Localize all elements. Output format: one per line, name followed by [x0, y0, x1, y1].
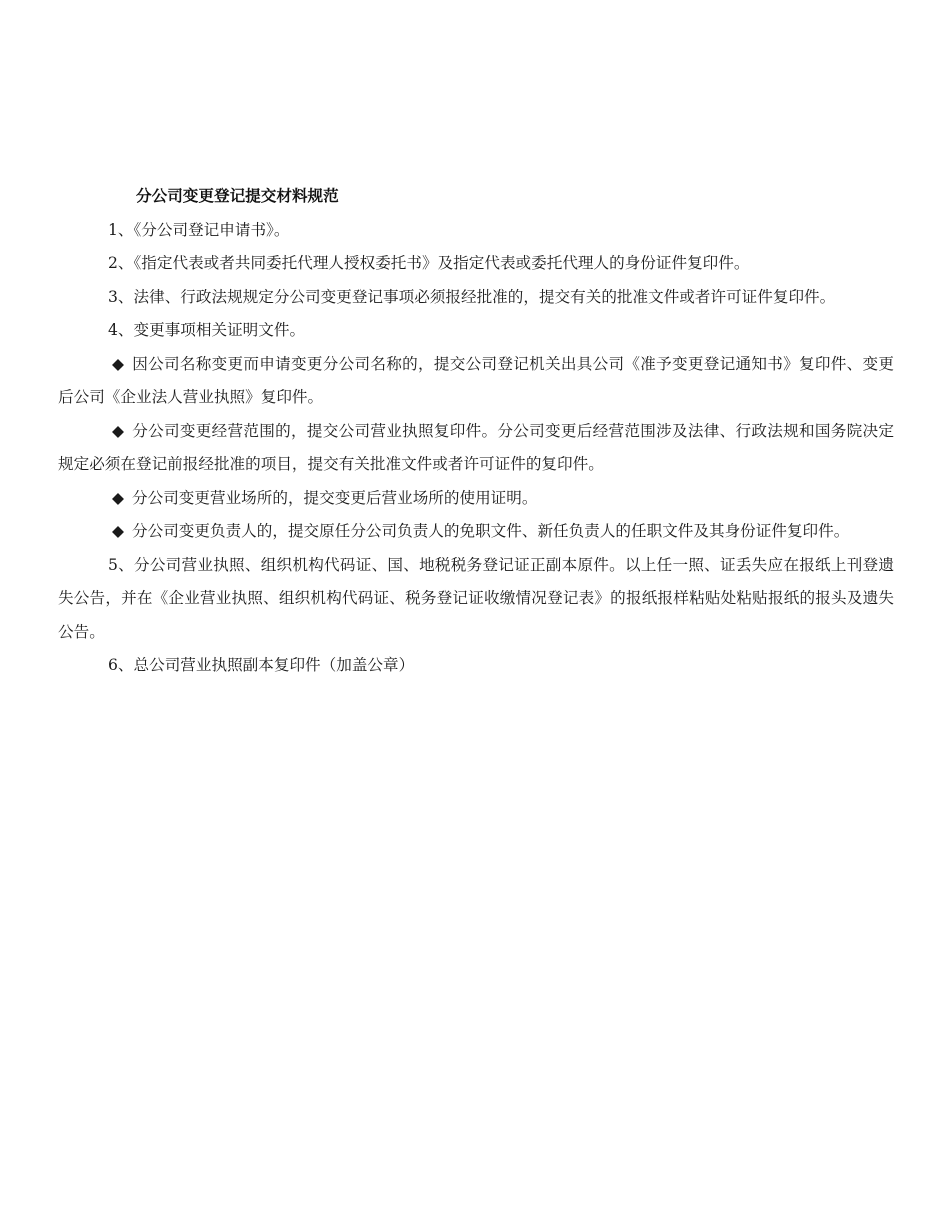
bullet-item-premises-change — [58, 482, 894, 516]
diamond-bullet-icon: ◆ — [112, 421, 125, 440]
bullet-text: 分公司变更营业场所的，提交变更后营业场所的使用证明。 — [132, 488, 538, 507]
document-title: 分公司变更登记提交材料规范 — [136, 187, 339, 205]
item-3: 3、法律、行政法规规定分公司变更登记事项必须报经批准的，提交有关的批准文件或者许可证件复印件。 — [108, 287, 836, 306]
bullet-text: 分公司变更经营范围的，提交公司营业执照复印件。分公司变更后经营范围涉及法律、行政法规和国务院决定规定必须在登记前报经批准的项目，提交有关批准文件或者许可证件的复印件。 — [58, 421, 894, 473]
bullet-text: 因公司名称变更而申请变更分公司名称的，提交公司登记机关出具公司《准予变更登记通知书》复印件、变更后公司《企业法人营业执照》复印件。 — [58, 354, 894, 406]
bullet-item-manager-change — [58, 515, 894, 549]
bullet-item-scope-change — [58, 415, 894, 482]
item-4: 4、变更事项相关证明文件。 — [108, 321, 306, 339]
diamond-bullet-icon: ◆ — [112, 354, 125, 373]
item-2: 2、《指定代表或者共同委托代理人授权委托书》及指定代表或委托代理人的身份证件复印件。 — [108, 254, 750, 272]
bullet-text: 分公司变更负责人的，提交原任分公司负责人的免职文件、新任负责人的任职文件及其身份证件复印件。 — [132, 522, 850, 540]
item-1: 1、《分公司登记申请书》。 — [108, 220, 290, 239]
diamond-bullet-icon: ◆ — [112, 522, 124, 540]
document-page — [58, 180, 894, 683]
item-6: 6、总公司营业执照副本复印件（加盖公章） — [108, 656, 415, 674]
item-5: 5、分公司营业执照、组织机构代码证、国、地税税务登记证正副本原件。以上任一照、证丢失应在报纸上刊登遗失公告，并在《企业营业执照、组织机构代码证、税务登记证收缴情况登记表》的报纸报样粘贴处粘贴报纸的报头及遗失公告。 — [58, 555, 894, 641]
bullet-item-name-change — [58, 348, 894, 415]
diamond-bullet-icon: ◆ — [112, 488, 124, 507]
